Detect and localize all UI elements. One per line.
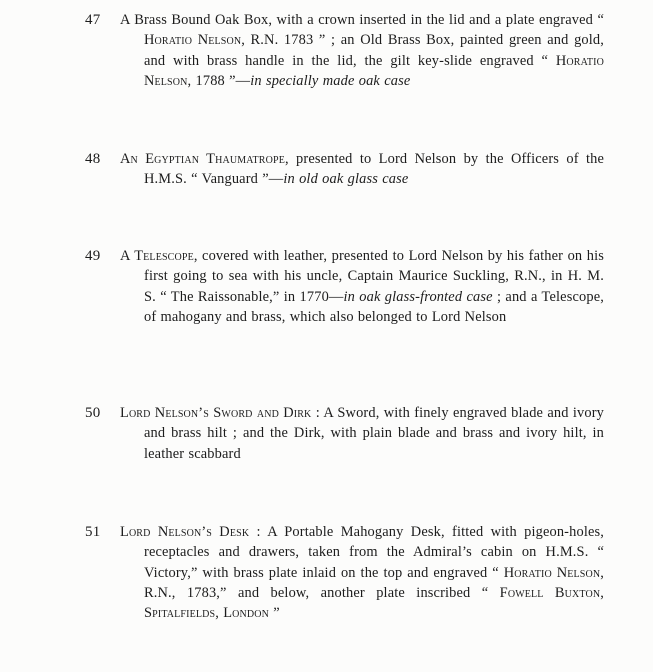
small-caps-name: Horatio Nelson (144, 52, 604, 89)
item-title: Telescope (134, 248, 194, 264)
case-note: in specially made oak case (250, 72, 411, 89)
text-segment: : A Portable Mahogany Desk, fitted with pigeon-holes, receptacles and drawers, taken from the Admiral’s cabin on H.M.S. “ Victory,” with brass plate inlaid on the top and engraved “ (144, 524, 604, 581)
lot-number: 49 (85, 248, 101, 264)
small-caps-name: Fowell Buxton, Spitalfields, London (144, 584, 604, 622)
text-segment: , 1788 ”— (187, 72, 251, 89)
lot-number: 47 (85, 12, 101, 28)
lot-description (120, 403, 604, 464)
lot-number: 50 (85, 405, 101, 421)
case-note: in oak glass-fronted case (343, 288, 493, 305)
small-caps-name: Horatio Nelson (144, 32, 242, 49)
lot-number: 51 (85, 524, 101, 540)
lot-description (120, 10, 604, 91)
text-segment: ” (269, 605, 280, 622)
text-segment: , presented to Lord Nelson by the Officers of the H.M.S. “ Vanguard ”— (144, 151, 604, 188)
text-segment: : A Sword, with finely engraved blade and ivory and brass hilt ; and the Dirk, with plain blade and brass and ivory hilt, in leather scabbard (144, 405, 605, 462)
item-title: Lord Nelson’s Sword and Dirk (120, 405, 312, 421)
item-title: An Egyptian Thaumatrope (120, 151, 285, 167)
text-segment: , R.N., 1783,” and below, another plate inscribed “ (144, 564, 604, 601)
text-segment: A (120, 248, 135, 264)
case-note: in old oak glass case (283, 171, 409, 188)
text-segment: , covered with leather, presented to Lord Nelson by his father on his first going to sea with his uncle, Captain Maurice Suckling, R.N., in H. M. S. “ The Raissonable,” in 1770— (144, 248, 605, 305)
lot-number: 48 (85, 151, 101, 167)
text-segment: , R.N. 1783 ” ; an Old Brass Box, painted green and gold, and with brass handle in the lid, the gilt key-slide engraved “ (144, 32, 604, 69)
lot-description (120, 246, 604, 327)
text-segment: ; and a Telescope, of mahogany and brass, which also belonged to Lord Nelson (144, 288, 604, 325)
lot-description (120, 522, 604, 623)
item-title: Lord Nelson’s Desk (120, 524, 250, 540)
small-caps-name: Horatio Nelson (503, 564, 601, 581)
text-segment: A Brass Bound Oak Box, with a crown inserted in the lid and a plate engraved “ (120, 12, 604, 28)
lot-description (120, 149, 604, 190)
